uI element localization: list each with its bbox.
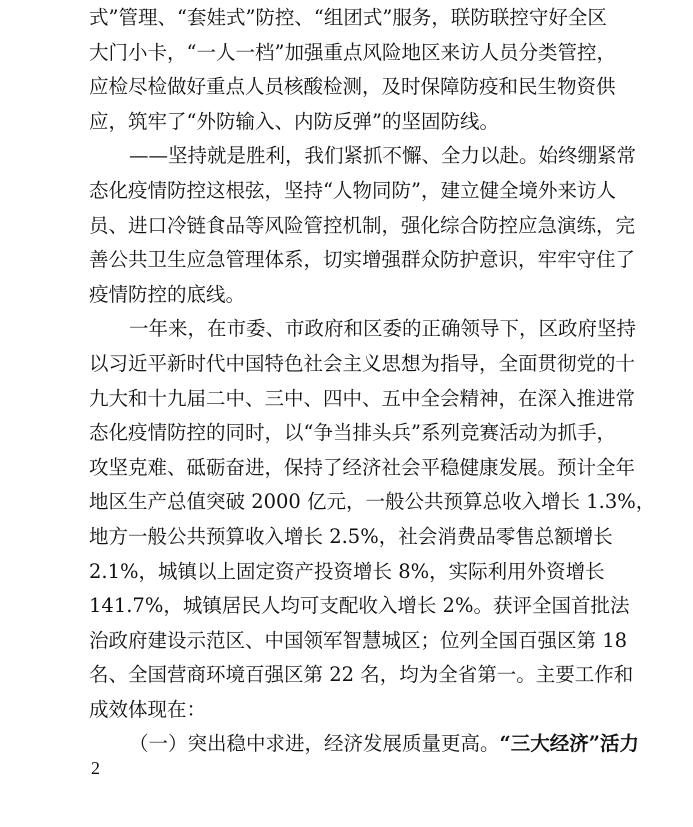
text-line: 九大和十九届二中、三中、四中、五中全会精神，在深入推进常 — [89, 386, 636, 410]
text-line: 以习近平新时代中国特色社会主义思想为指导，全面贯彻党的十 — [89, 351, 636, 375]
text-line: 攻坚克难、砥砺奋进，保持了经济社会平稳健康发展。预计全年 — [89, 455, 636, 479]
text-line: 态化疫情防控这根弦，坚持“人物同防”，建立健全境外来访人 — [89, 178, 616, 202]
text-line: 2.1%，城镇以上固定资产投资增长 8%，实际利用外资增长 — [89, 559, 605, 583]
document-body — [89, 1, 656, 762]
text-line: 态化疫情防控的同时，以“争当排头兵”系列竞赛活动为抓手， — [89, 421, 616, 445]
bold-phrase: “三大经济”活力 — [499, 732, 639, 756]
text-line: 一年来，在市委、市政府和区委的正确领导下，区政府坚持 — [129, 317, 637, 341]
text-line: 名、全国营商环境百强区第 22 名，均为全省第一。主要工作和 — [89, 663, 634, 687]
text-line: 式”管理、“套娃式”防控、“组团式”服务，联防联控守好全区 — [89, 6, 607, 29]
section-heading-line — [89, 727, 639, 762]
text-line: 员、进口冷链食品等风险管控机制，强化综合防控应急演练，完 — [89, 213, 636, 237]
text-line: 善公共卫生应急管理体系，切实增强群众防护意识，牢牢守住了 — [89, 248, 636, 272]
section-heading: （一）突出稳中求进，经济发展质量更高。 — [129, 732, 500, 756]
page-number: 2 — [91, 758, 100, 778]
text-line: 成效体现在： — [89, 697, 207, 721]
text-line: 应，筑牢了“外防输入、内防反弹”的坚固防线。 — [89, 109, 499, 133]
text-line: 地方一般公共预算收入增长 2.5%，社会消费品零售总额增长 — [89, 524, 613, 548]
text-line: ——坚持就是胜利，我们紧抓不懈、全力以赴。始终绷紧常 — [129, 144, 637, 168]
text-line: 疫情防控的底线。 — [89, 282, 246, 306]
text-line: 大门小卡，“一人一档”加强重点风险地区来访人员分类管控， — [89, 40, 616, 64]
text-line: 地区生产总值突破 2000 亿元，一般公共预算总收入增长 1.3%， — [89, 490, 656, 514]
text-line: 应检尽检做好重点人员核酸检测，及时保障防疫和民生物资供 — [89, 75, 616, 99]
text-line: 治政府建设示范区、中国领军智慧城区；位列全国百强区第 18 — [89, 628, 628, 652]
text-line: 141.7%，城镇居民人均可支配收入增长 2%。获评全国首批法 — [89, 594, 630, 618]
